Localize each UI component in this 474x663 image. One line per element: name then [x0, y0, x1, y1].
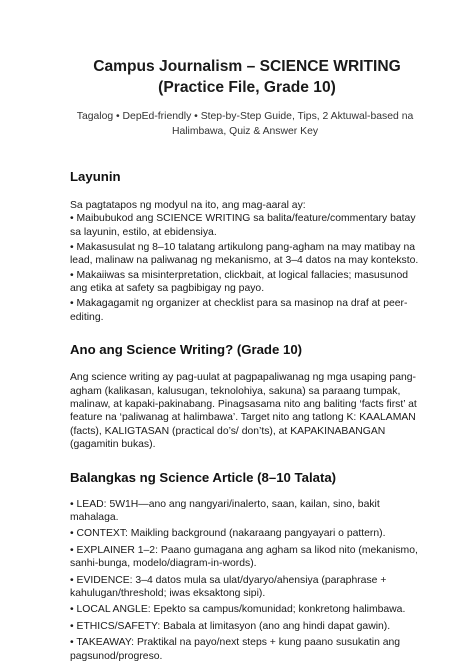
list-item: • CONTEXT: Maikling background (nakaraang pangyayari o pattern).	[70, 528, 386, 540]
layunin-list	[70, 212, 420, 324]
list-item: • EVIDENCE: 3–4 datos mula sa ulat/dyaryo/ahensiya (paraphrase + kahulugan/threshold; iwas eksaktong sipi).	[70, 574, 387, 600]
list-item: • LOCAL ANGLE: Epekto sa campus/komunidad; konkretong halimbawa.	[70, 604, 406, 616]
document-subtitle: Tagalog • DepEd-friendly • Step-by-Step Guide, Tips, 2 Aktuwal-based na Halimbawa, Quiz & Answer Key	[76, 111, 414, 137]
list-item: • Maibubukod ang SCIENCE WRITING sa balita/feature/commentary batay sa layunin, estilo, at ebidensiya.	[70, 213, 416, 238]
title-line-1: Campus Journalism – SCIENCE WRITING	[93, 58, 401, 75]
list-item: • TAKEAWAY: Praktikal na payo/next steps + kung paano susukatin ang pagsunod/progreso.	[70, 637, 401, 662]
list-item: • Makaiiwas sa misinterpretation, clickbait, at logical fallacies; masusunod ang etika at safety sa pagbibigay ng payo.	[70, 270, 409, 295]
list-item: • Makasusulat ng 8–10 talatang artikulong pang-agham na may matibay na lead, malinaw na paliwanag ng mekanismo, at 3–4 datos na may konteksto.	[70, 241, 419, 267]
list-item: • Makagagamit ng organizer at checklist para sa masinop na draf at peer-editing.	[70, 298, 408, 323]
balangkas-list	[70, 498, 420, 663]
title-line-2: (Practice File, Grade 10)	[158, 79, 336, 96]
layunin-heading: Layunin	[70, 169, 121, 184]
list-item: • ETHICS/SAFETY: Babala at limitasyon (ano ang hindi dapat gawin).	[70, 620, 391, 632]
science-writing-heading: Ano ang Science Writing? (Grade 10)	[70, 342, 303, 358]
list-item: • EXPLAINER 1–2: Paano gumagana ang agham sa likod nito (mekanismo, sanhi-bunga, modelo/diagram-in-words).	[70, 544, 418, 570]
list-item: • LEAD: 5W1H—ano ang nangyari/inalerto, saan, kailan, sino, bakit mahalaga.	[70, 498, 380, 523]
balangkas-heading: Balangkas ng Science Article (8–10 Talata)	[70, 469, 337, 485]
document-title	[54, 56, 440, 98]
science-writing-body: Ang science writing ay pag-uulat at pagpapaliwanag ng mga usaping pang-agham (kalikasan, kalusugan, teknolohiya, sakuna) sa paraang tumpak, malinaw, at kapaki-pakinabang. Pinagsasama nito ang baliting ‘facts first’ at feature na ‘paliwanag at halimbawa’. Target nito ang tatlong K: KAALAMAN (facts), KALIGTASAN (practical do’s/ don’ts), at KAPAKINABANGAN (gagamitin bukas).	[70, 372, 417, 451]
layunin-intro: Sa pagtatapos ng modyul na ito, ang mag-aaral ay:	[70, 200, 306, 211]
